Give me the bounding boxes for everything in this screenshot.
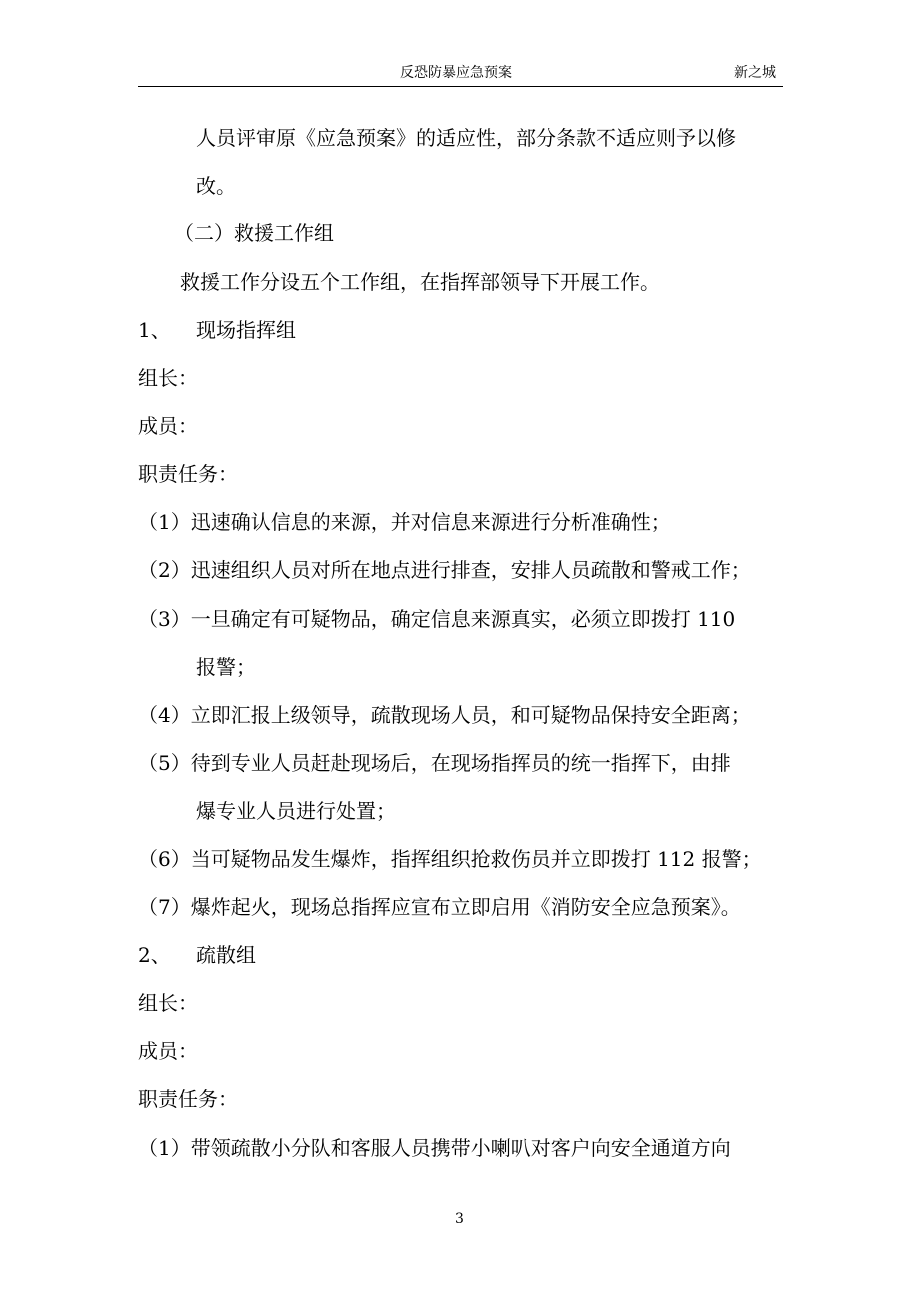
section-number: 1、	[138, 318, 171, 342]
body-line: 人员评审原《应急预案》的适应性，部分条款不适应则予以修	[196, 126, 736, 150]
duty-item: （2）迅速组织人员对所在地点进行排查，安排人员疏散和警戒工作；	[138, 558, 751, 582]
duty-item: （4）立即汇报上级领导，疏散现场人员，和可疑物品保持安全距离；	[138, 703, 751, 727]
duty-item-continued: 报警；	[196, 655, 256, 679]
duty-item: （1）迅速确认信息的来源，并对信息来源进行分析准确性；	[138, 510, 671, 534]
duty-item: （3）一旦确定有可疑物品，确定信息来源真实，必须立即拨打 110	[138, 607, 736, 631]
header-divider	[138, 86, 783, 87]
body-line: 救援工作分设五个工作组，在指挥部领导下开展工作。	[180, 270, 660, 294]
page-number: 3	[455, 1211, 464, 1227]
duties-label: 职责任务：	[138, 1087, 238, 1111]
section-title: 疏散组	[196, 943, 256, 967]
leader-label: 组长：	[138, 366, 198, 390]
section-heading: （二）救援工作组	[174, 221, 334, 245]
members-label: 成员：	[138, 1039, 198, 1063]
members-label: 成员：	[138, 414, 198, 438]
duty-item-continued: 爆专业人员进行处置；	[196, 799, 396, 823]
body-line: 改。	[196, 174, 236, 198]
duty-item: （1）带领疏散小分队和客服人员携带小喇叭对客户向安全通道方向	[138, 1136, 731, 1160]
duties-label: 职责任务：	[138, 462, 238, 486]
header-brand: 新之城	[734, 65, 776, 81]
header-title: 反恐防暴应急预案	[400, 65, 512, 81]
section-title: 现场指挥组	[196, 318, 296, 342]
duty-item: （5）待到专业人员赶赴现场后，在现场指挥员的统一指挥下，由排	[138, 751, 731, 775]
duty-item: （7）爆炸起火，现场总指挥应宣布立即启用《消防安全应急预案》。	[138, 895, 741, 919]
duty-item: （6）当可疑物品发生爆炸，指挥组织抢救伤员并立即拨打 112 报警；	[138, 847, 762, 871]
leader-label: 组长：	[138, 991, 198, 1015]
section-number: 2、	[138, 943, 171, 967]
